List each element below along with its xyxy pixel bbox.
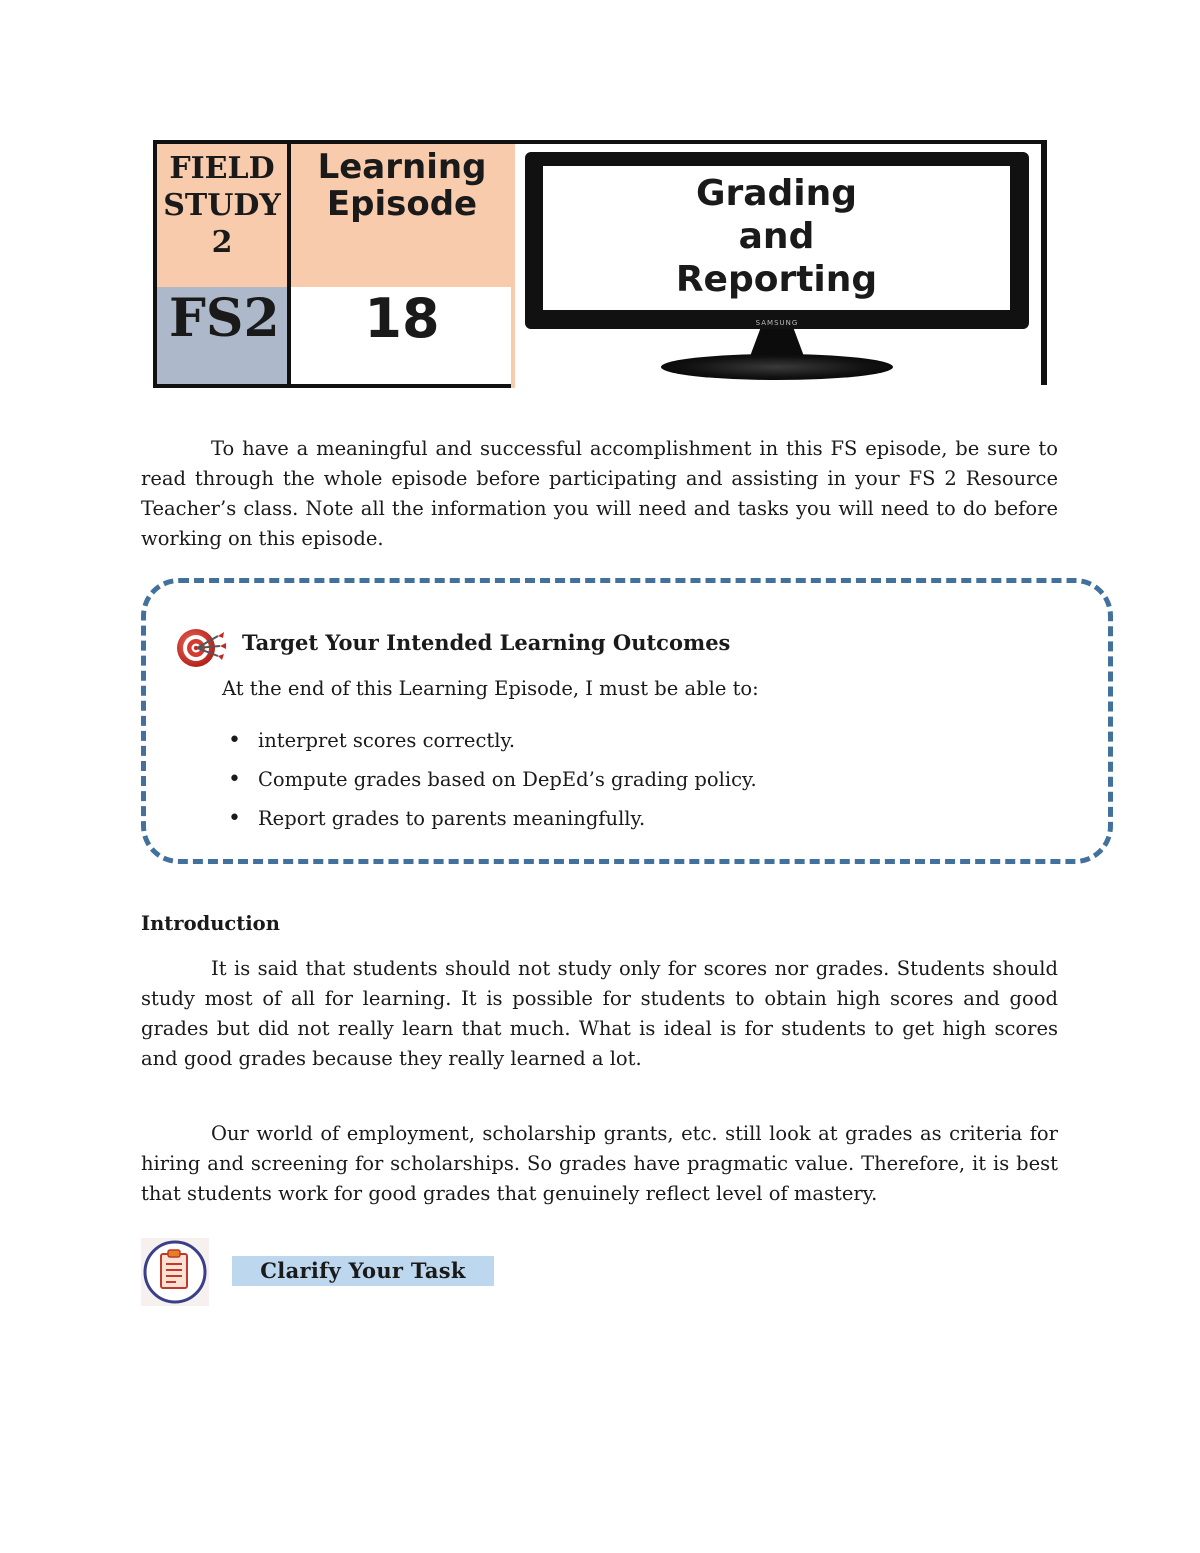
clarify-title: Clarify Your Task <box>232 1256 494 1286</box>
clipboard-icon <box>141 1238 209 1306</box>
outcomes-intro: At the end of this Learning Episode, I must be able to: <box>222 677 759 700</box>
episode-number: 18 <box>291 287 513 388</box>
divider <box>513 140 1047 144</box>
list-item: • interpret scores correctly. <box>228 726 757 765</box>
outcomes-list <box>228 726 757 843</box>
monitor-brand: SAMSUNG <box>755 319 799 327</box>
intro-paragraph: To have a meaningful and successful accomplishment in this FS episode, be sure to read through the whole episode before participating and assisting in your FS 2 Resource Teacher’s class. Note all the information you will need and tasks you will need to do before working on this episode. <box>141 437 1058 550</box>
target-icon <box>174 624 226 670</box>
field-study-line: 2 <box>211 225 233 260</box>
field-study-label <box>153 140 291 287</box>
list-item: • Compute grades based on DepEd’s grading policy. <box>228 765 757 804</box>
introduction-paragraph: It is said that students should not study only for scores nor grades. Students should study most of all for learning. It is possible for students to obtain high scores and good grades but did not really learn that much. What is ideal is for students to get high scores and good grades because they really learned a lot. <box>141 957 1058 1070</box>
episode-title-line: and <box>738 216 815 257</box>
field-study-line: FIELD <box>169 151 275 186</box>
learning-episode-line: Learning <box>317 147 487 187</box>
field-study-line: STUDY <box>163 188 281 223</box>
episode-title <box>540 163 1013 313</box>
introduction-heading: Introduction <box>141 912 280 935</box>
introduction-paragraph: Our world of employment, scholarship grants, etc. still look at grades as criteria for hiring and screening for scholarships. So grades have pragmatic value. Therefore, it is best that students work for good grades that genuinely reflect level of mastery. <box>141 1122 1058 1205</box>
divider <box>511 144 515 388</box>
divider <box>1041 140 1047 385</box>
list-item: • Report grades to parents meaningfully. <box>228 804 757 843</box>
outcomes-title: Target Your Intended Learning Outcomes <box>242 630 731 655</box>
episode-title-line: Grading <box>695 173 858 214</box>
learning-episode-label <box>291 140 513 287</box>
monitor-base <box>661 354 893 380</box>
episode-header <box>153 140 1047 390</box>
episode-title-line: Reporting <box>675 259 878 300</box>
fs-code: FS2 <box>153 287 291 388</box>
learning-episode-line: Episode <box>326 184 478 224</box>
